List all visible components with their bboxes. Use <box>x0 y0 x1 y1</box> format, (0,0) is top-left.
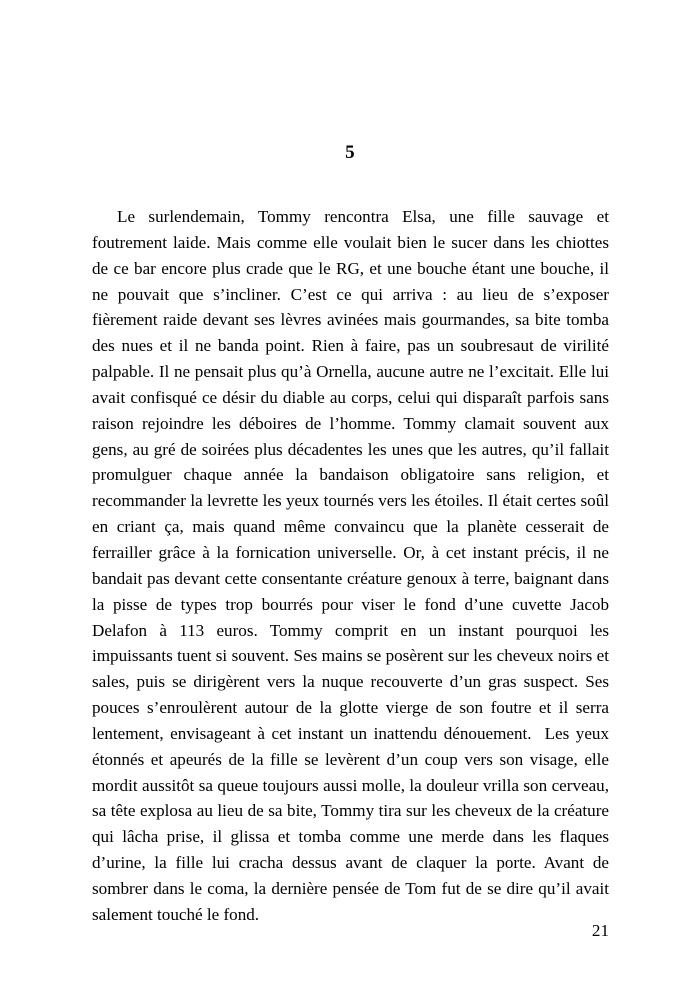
body-text-column <box>92 204 614 928</box>
body-paragraph: Le surlendemain, Tommy rencontra Elsa, une fille sauvage et foutrement laide. Mais comme elle voulait bien le sucer dans les chiottes de ce bar encore plus crade que le RG, et une bouche étant une bouche, il ne pouvait que s’incliner. C’est ce qui arriva : au lieu de s’exposer fièrement raide devant ses lèvres avinées mais gourmandes, sa bite tomba des nues et il ne banda point. Rien à faire, pas un soubresaut de virilité palpable. Il ne pensait plus qu’à Ornella, aucune autre ne l’excitait. Elle lui avait confisqué ce désir du diable au corps, celui qui disparaît parfois sans raison rejoindre les déboires de l’homme. Tommy clamait souvent aux gens, au gré de soirées plus décadentes les unes que les autres, qu’il fallait promulguer chaque année la bandaison obligatoire sans religion, et recommander la levrette les yeux tournés vers les étoiles. Il était certes soûl en criant ça, mais quand même convaincu que la planète cesserait de ferrailler grâce à la fornication universelle. Or, à cet instant précis, il ne bandait pas devant cette consentante créature genoux à terre, baignant dans la pisse de types trop bourrés pour viser le fond d’une cuvette Jacob Delafon à 113 euros. Tommy comprit en un instant pourquoi les impuissants tuent si souvent. Ses mains se posèrent sur les cheveux noirs et sales, puis se dirigèrent vers la nuque recouverte d’un gras suspect. Ses pouces s’enroulèrent autour de la glotte vierge de son foutre et il serra lentement, envisageant à cet instant un inattendu dénouement. Les yeux étonnés et apeurés de la fille se levèrent d’un coup vers son visage, elle mordit aussitôt sa queue toujours aussi molle, la douleur vrilla son cerveau, sa tête explosa au lieu de sa bite, Tommy tira sur les cheveux de la créature qui lâcha prise, il glissa et tomba comme une merde dans les flaques d’urine, la fille lui cracha dessus avant de claquer la porte. Avant de sombrer dans le coma, la dernière pensée de Tom fut de se dire qu’il avait salement touché le fond. <box>92 207 614 924</box>
chapter-number-heading: 5 <box>345 142 355 163</box>
page-number-folio: 21 <box>591 921 609 940</box>
